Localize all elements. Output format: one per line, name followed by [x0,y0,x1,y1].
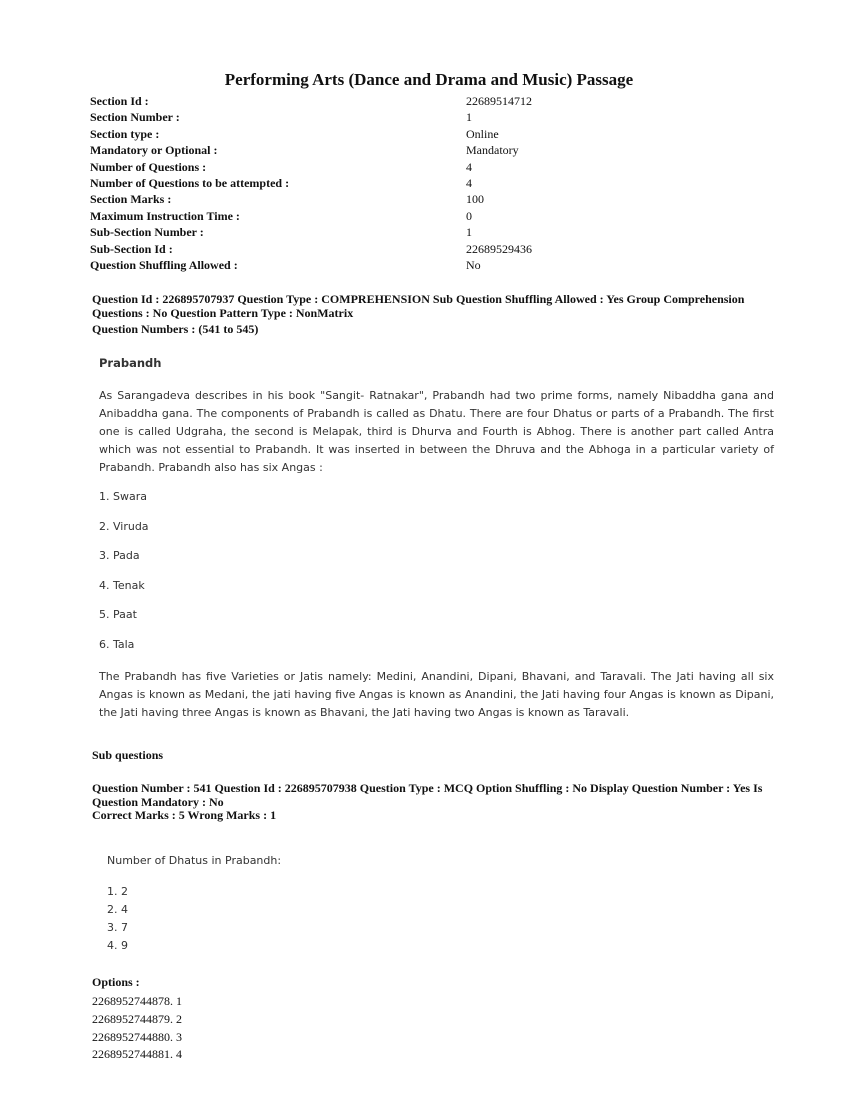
meta-value: 4 [466,175,472,190]
meta-value: 1 [466,225,472,240]
meta-value: 4 [466,159,472,174]
meta-value: 100 [466,192,484,207]
mcq-choice: 3. 7 [107,921,128,934]
list-item: 5. Paat [99,608,137,622]
option-item: 2268952744880. 3 [92,1029,182,1044]
meta-label: Maximum Instruction Time : [90,208,240,223]
meta-label: Section Marks : [90,192,172,207]
angas-list [99,490,774,668]
meta-label: Number of Questions to be attempted : [90,175,290,190]
meta-label: Section Id : [90,94,149,108]
sub-question-header [92,782,782,823]
options-list [92,993,182,1064]
page-title: Performing Arts (Dance and Drama and Music) Passage [224,70,634,89]
mcq-question [107,854,281,955]
list-item: 3. Pada [99,549,140,563]
meta-label: Question Shuffling Allowed : [90,257,238,272]
mcq-question-text: Number of Dhatus in Prabandh: [107,854,282,867]
list-item: 2. Viruda [99,519,149,533]
passage-title: Prabandh [99,356,162,370]
option-item: 2268952744878. 1 [92,994,182,1008]
mcq-choice: 2. 4 [107,903,128,916]
meta-label: Sub-Section Id : [90,241,173,256]
passage-paragraph: As Sarangadeva describes in his book "Sangit- Ratnakar", Prabandh had two prime forms, namely Nibaddha gana and Anibaddha gana. The components of Prabandh is called as Dhatu. There are four Dhatus or parts of a Prabandh. The first one is called Udgraha, the second is Melapak, third is Dhurva and Fourth is Abhog. There is another part called Antra which was not essential to Prabandh. It was inserted in between the Dhruva and the Abhoga in a particular variety of Prabandh. Prabandh also has six Angas : [99,389,774,474]
meta-label: Section Number : [90,110,180,125]
meta-value: 22689514712 [466,94,532,108]
option-item: 2268952744879. 2 [92,1011,182,1026]
mcq-choice: 4. 9 [107,939,128,952]
sub-question-info: Question Number : 541 Question Id : 226895707938 Question Type : MCQ Option Shuffling : No Display Question Number : Yes Is Question Mandatory : No [92,781,763,809]
list-item: 1. Swara [99,490,147,503]
meta-value: 1 [466,110,472,125]
meta-label: Number of Questions : [90,159,207,174]
question-numbers: Question Numbers : (541 to 545) [92,322,259,336]
question-header [92,293,762,337]
meta-value: 22689529436 [466,241,532,256]
meta-label: Sub-Section Number : [90,225,204,240]
passage-paragraph-2: The Prabandh has five Varieties or Jatis namely: Medini, Anandini, Dipani, Bhavani, and Taravali. The Jati having all six Angas is known as Medani, the jati having five Angas is known as Anandini, the Jati having four Angas is known as Dipani, the Jati having three Angas is known as Bhavani, the Jati having two Angas is known as Taravali. [99,669,774,719]
meta-label: Section type : [90,126,160,141]
list-item: 6. Tala [99,637,135,651]
passage [99,356,774,722]
meta-value: 0 [466,208,472,223]
meta-value: Mandatory [466,143,519,158]
question-header-info: Question Id : 226895707937 Question Type : COMPREHENSION Sub Question Shuffling Allowed : Yes Group Comprehension Questions : No Question Pattern Type : NonMatrix [92,292,745,320]
meta-value: Online [466,126,499,141]
meta-label: Mandatory or Optional : [90,143,218,158]
option-item: 2268952744881. 4 [92,1047,182,1062]
meta-value: No [466,257,481,272]
sub-question-marks: Correct Marks : 5 Wrong Marks : 1 [92,808,277,822]
mcq-choices [107,883,281,955]
mcq-choice: 1. 2 [107,885,128,898]
options-label: Options : [92,975,140,989]
sub-questions-heading: Sub questions [92,748,164,762]
list-item: 4. Tenak [99,578,145,592]
